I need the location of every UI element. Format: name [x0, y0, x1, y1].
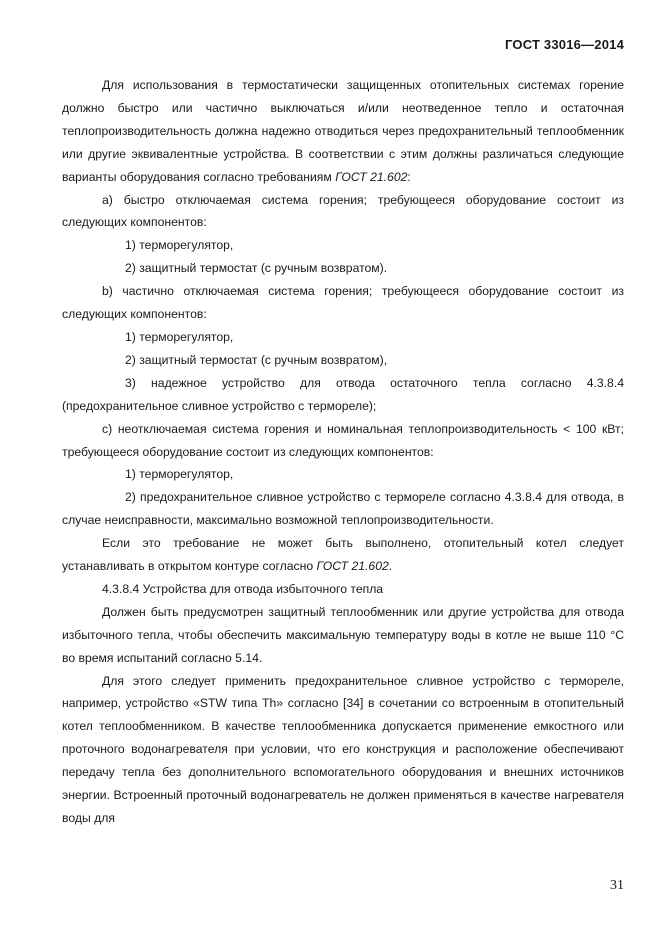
paragraph-drain-device: Для этого следует применить предохранительное сливное устройство с термореле, например, устройство «STW типа Th» согласно [34] в сочетании со встроенным в отопительный котел теплообменником. В качестве теплообменника допускается применение емкостного или проточного водонагревателя при условии, что его конструкция и расположение обеспечивают передачу тепла без дополнительного вспомогательного оборудования и внешних источников энергии. Встроенный проточный водонагреватель не должен применяться в качестве нагревателя воды для: [62, 673, 624, 825]
list-item-a-1: 1) терморегулятор,: [125, 238, 234, 253]
list-item-c: с) неотключаемая система горения и номинальная теплопроизводительность < 100 кВт; требующееся оборудование состоит из следующих компонентов:: [62, 421, 624, 459]
standard-reference: ГОСТ 21.602: [335, 169, 408, 184]
document-code-header: ГОСТ 33016—2014: [505, 37, 624, 52]
list-item-b-1: 1) терморегулятор,: [125, 329, 234, 344]
list-item-a-2: 2) защитный термостат (с ручным возвратом).: [125, 261, 388, 276]
paragraph-intro-text: Для использования в термостатически защищенных отопительных системах горение должно быстро или частично выключаться и/или неотведенное тепло и остаточная теплопроизводительность должна надежно отводиться через предохранительный теплообменник или другие эквивалентные устройства. В соответствии с этим должны различаться следующие варианты оборудования согласно требованиям: [62, 78, 624, 184]
punctuation: :: [407, 169, 411, 184]
list-item-b-3: 3) надежное устройство для отвода остаточного тепла согласно 4.3.8.4 (предохранительное сливное устройство с термореле);: [62, 375, 624, 413]
document-body: [62, 74, 624, 830]
page-number: 31: [610, 878, 624, 893]
list-item-b-2: 2) защитный термостат (с ручным возвратом),: [125, 352, 388, 367]
list-item-a: а) быстро отключаемая система горения; требующееся оборудование состоит из следующих компонентов:: [62, 192, 624, 230]
punctuation: .: [388, 559, 393, 574]
paragraph-open-circuit: [62, 532, 624, 578]
paragraph-heat-exchanger: Должен быть предусмотрен защитный теплообменник или другие устройства для отвода избыточного тепла, чтобы обеспечить максимальную температуру воды в котле не выше 110 °С во время испытаний согласно 5.14.: [62, 604, 624, 665]
paragraph-intro: [62, 74, 624, 189]
list-item-c-2: 2) предохранительное сливное устройство с термореле согласно 4.3.8.4 для отвода, в случае неисправности, максимально возможной теплопроизводительности.: [62, 490, 624, 528]
list-item-c-1: 1) терморегулятор,: [125, 467, 234, 482]
section-heading: 4.3.8.4 Устройства для отвода избыточного тепла: [102, 581, 384, 596]
list-item-b: b) частично отключаемая система горения; требующееся оборудование состоит из следующих компонентов:: [62, 284, 624, 322]
paragraph-open-circuit-text: Если это требование не может быть выполнено, отопительный котел следует устанавливать в открытом контуре согласно: [62, 536, 624, 574]
standard-reference: ГОСТ 21.602: [316, 559, 389, 574]
